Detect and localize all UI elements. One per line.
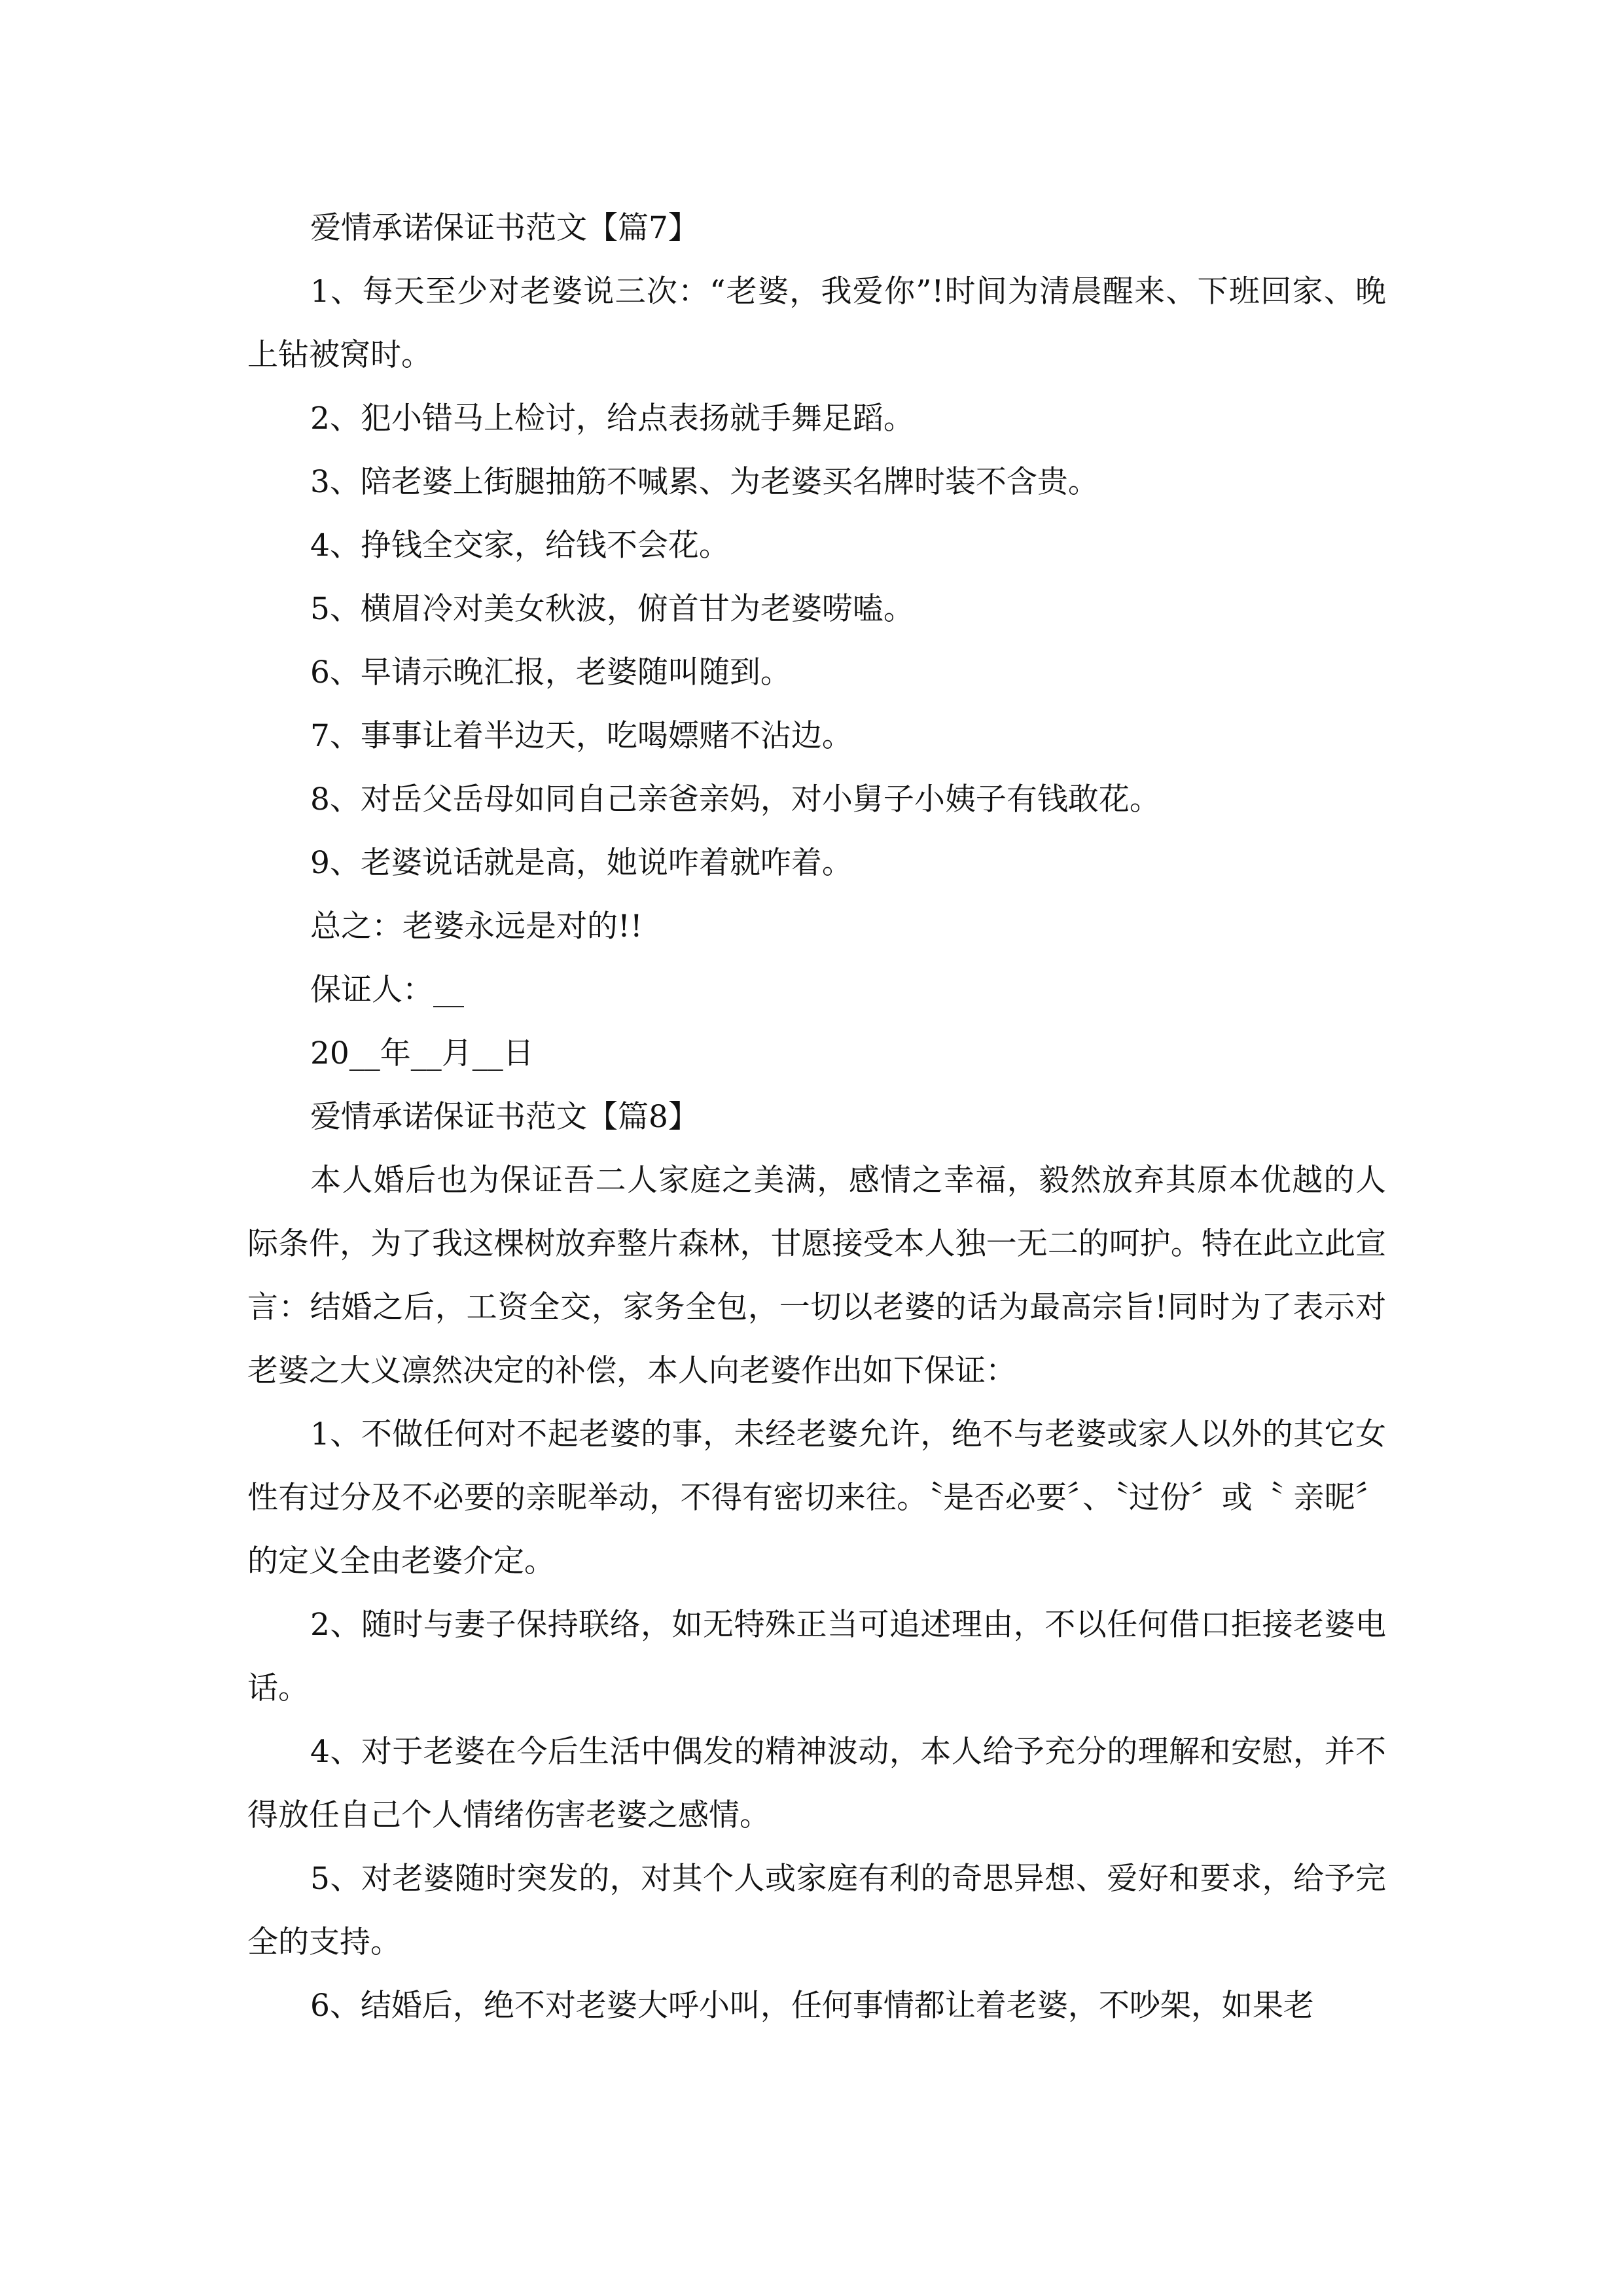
section8-heading: 爱情承诺保证书范文【篇8】: [310, 1099, 699, 1135]
section8-intro: 本人婚后也为保证吾二人家庭之美满，感情之幸福，毅然放弃其原本优越的人际条件，为了我这棵树放弃整片森林，甘愿接受本人独一无二的呵护。特在此立此宣言：结婚之后，工资全交，家务全包，一切以老婆的话为最高宗旨!同时为了表示对老婆之大义凛然决定的补偿，本人向老婆作出如下保证：: [247, 1162, 1386, 1389]
section7-date: 20__年__月__日: [310, 1035, 534, 1071]
section7-item-4: 4、挣钱全交家，给钱不会花。: [310, 528, 730, 564]
section8-item-1: 1、不做任何对不起老婆的事，未经老婆允许，绝不与老婆或家人以外的其它女性有过分及不必要的亲昵举动，不得有密切来往。〝是否必要〞、〝过份〞或〝 亲昵〞的定义全由老婆介定。: [247, 1416, 1387, 1579]
section7-item-8: 8、对岳父岳母如同自己亲爸亲妈，对小舅子小姨子有钱敢花。: [310, 781, 1160, 817]
section7-item-5: 5、横眉冷对美女秋波，俯首甘为老婆唠嗑。: [310, 591, 914, 627]
section7-item-7: 7、事事让着半边天，吃喝嫖赌不沾边。: [310, 718, 853, 754]
document-page: [247, 196, 1386, 2037]
section7-item-6: 6、早请示晚汇报，老婆随叫随到。: [310, 655, 791, 691]
section7-item-1: 1、每天至少对老婆说三次：“老婆，我爱你”!时间为清晨醒来、下班回家、晚上钻被窝时。: [247, 274, 1386, 373]
section7-guarantor: 保证人：__: [310, 972, 464, 1008]
section7-item-2: 2、犯小错马上检讨，给点表扬就手舞足蹈。: [310, 401, 914, 437]
section8-item-5: 5、对老婆随时突发的，对其个人或家庭有利的奇思异想、爱好和要求，给予完全的支持。: [247, 1861, 1386, 1960]
section7-item-3: 3、陪老婆上街腿抽筋不喊累、为老婆买名牌时装不含贵。: [310, 464, 1099, 500]
section7-item-9: 9、老婆说话就是高，她说咋着就咋着。: [310, 845, 853, 881]
section7-heading: 爱情承诺保证书范文【篇7】: [310, 210, 699, 246]
section8-item-2: 2、随时与妻子保持联络，如无特殊正当可追述理由，不以任何借口拒接老婆电话。: [247, 1607, 1386, 1706]
section8-item-6: 6、结婚后，绝不对老婆大呼小叫，任何事情都让着老婆，不吵架，如果老: [310, 1988, 1314, 2024]
section8-item-4: 4、对于老婆在今后生活中偶发的精神波动，本人给予充分的理解和安慰，并不得放任自己个人情绪伤害老婆之感情。: [247, 1734, 1386, 1833]
section7-summary: 总之：老婆永远是对的!!: [310, 908, 643, 944]
